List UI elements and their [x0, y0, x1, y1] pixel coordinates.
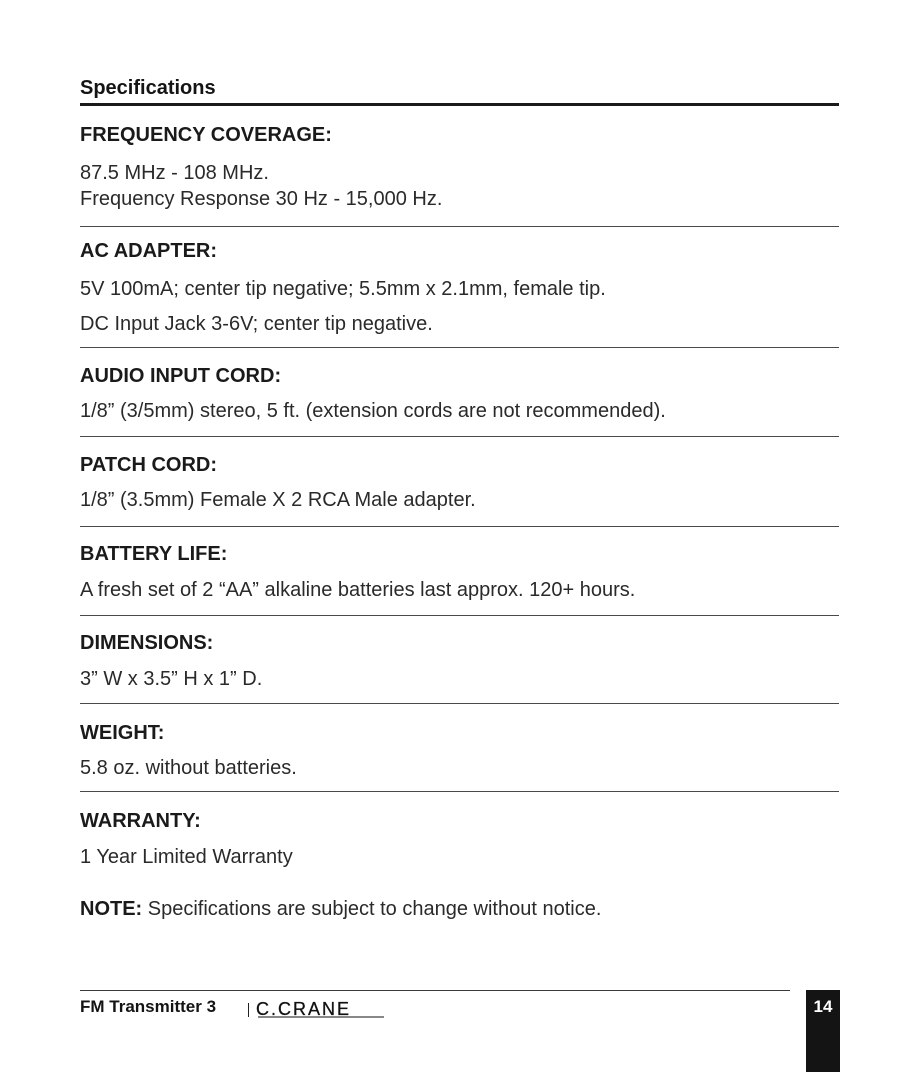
note-label: NOTE: — [80, 898, 143, 920]
section-divider — [80, 791, 839, 792]
note — [80, 898, 601, 921]
section-title-dimensions: DIMENSIONS: — [80, 632, 214, 654]
section-divider — [80, 615, 839, 616]
section-line: 1/8” (3/5mm) stereo, 5 ft. (extension cords are not recommended). — [80, 400, 666, 422]
section-line: DC Input Jack 3-6V; center tip negative. — [80, 313, 433, 335]
section-title-audio-input-cord: AUDIO INPUT CORD: — [80, 365, 282, 387]
brand-logo — [256, 1000, 386, 1018]
section-line: 3” W x 3.5” H x 1” D. — [80, 668, 263, 690]
section-line: 5.8 oz. without batteries. — [80, 757, 297, 779]
section-title-patch-cord: PATCH CORD: — [80, 454, 218, 476]
section-line: 1 Year Limited Warranty — [80, 846, 293, 868]
section-divider — [80, 436, 839, 437]
heading-rule — [80, 103, 839, 106]
section-title-ac-adapter: AC ADAPTER: — [80, 240, 218, 262]
section-line: 5V 100mA; center tip negative; 5.5mm x 2.1mm, female tip. — [80, 278, 606, 300]
section-divider — [80, 226, 839, 227]
note-text: Specifications are subject to change without notice. — [147, 898, 602, 920]
section-line: A fresh set of 2 “AA” alkaline batteries last approx. 120+ hours. — [80, 579, 636, 601]
page-heading: Specifications — [80, 77, 216, 99]
section-title-battery-life: BATTERY LIFE: — [80, 543, 228, 565]
section-divider — [80, 703, 839, 704]
section-title-warranty: WARRANTY: — [80, 810, 201, 832]
section-divider — [80, 347, 839, 348]
footer-rule — [80, 990, 790, 991]
footer-separator — [248, 1003, 249, 1017]
section-divider — [80, 526, 839, 527]
section-title-frequency: FREQUENCY COVERAGE: — [80, 124, 332, 146]
section-line: 1/8” (3.5mm) Female X 2 RCA Male adapter. — [80, 489, 476, 511]
footer-product-name: FM Transmitter 3 — [80, 997, 217, 1016]
page-number: 14 — [813, 997, 833, 1016]
section-title-weight: WEIGHT: — [80, 722, 165, 744]
section-line: 87.5 MHz - 108 MHz. — [80, 162, 269, 184]
section-line: Frequency Response 30 Hz - 15,000 Hz. — [80, 188, 443, 210]
brand-logo-text: C.CRANE — [256, 1000, 352, 1018]
